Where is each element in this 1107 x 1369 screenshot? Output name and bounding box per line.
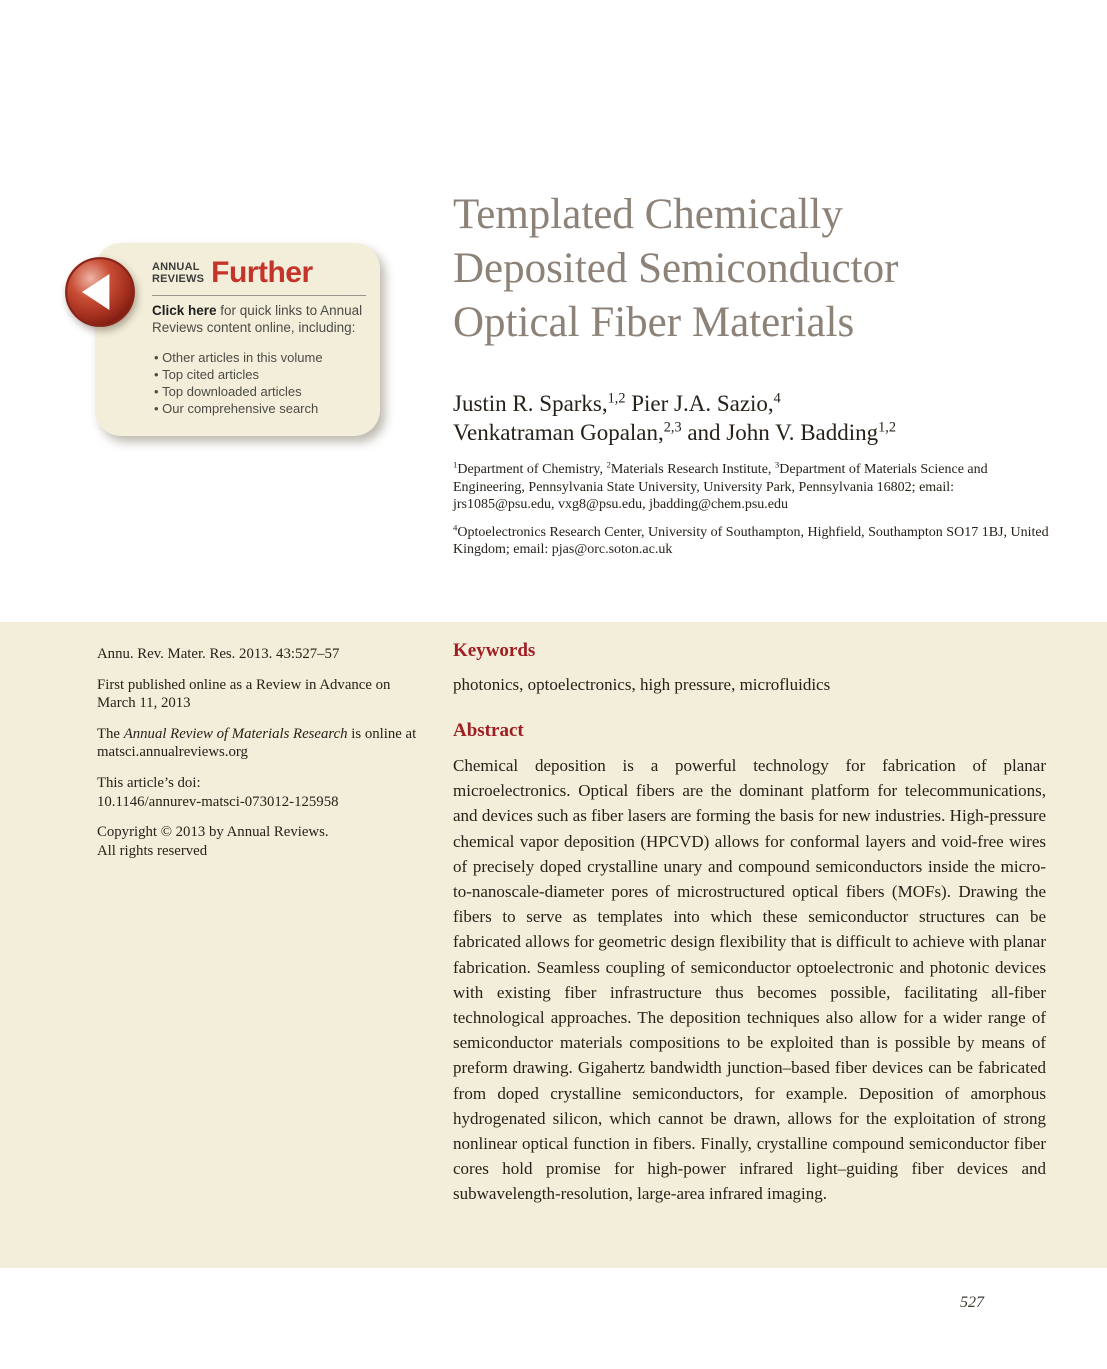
- author-line-1: [453, 389, 1063, 418]
- keywords-heading: Keywords: [453, 640, 536, 661]
- affiliation-text: Department of Materials Science and Engineering, Pennsylvania State University, University Park, Pennsylvania 16802; email: jrs1085@psu.edu, vxg8@psu.edu, jbadding@chem.psu.edu: [453, 462, 988, 513]
- badge-bullet-list: [154, 349, 366, 417]
- brand-annual: ANNUAL: [152, 261, 200, 273]
- author-name: Justin R. Sparks,: [453, 391, 608, 416]
- further-label: Further: [211, 256, 313, 289]
- list-item: • Top downloaded articles: [154, 383, 366, 400]
- annual-reviews-logo-icon: [64, 256, 136, 328]
- affiliation-superscript: 3: [774, 459, 780, 470]
- further-badge-content: [95, 243, 380, 417]
- citation-reference: [97, 645, 432, 664]
- list-item: • Other articles in this volume: [154, 349, 366, 366]
- first-published-note: [97, 676, 432, 713]
- author-affiliation-superscript: 1,2: [878, 419, 896, 436]
- affiliation-text: Department of Chemistry,: [457, 462, 607, 477]
- doi-label: This article’s doi:: [97, 774, 201, 791]
- article-title: [453, 188, 1063, 350]
- list-item: • Top cited articles: [154, 366, 366, 383]
- badge-intro-rest: for quick links to Annual Reviews content online, including:: [152, 303, 363, 335]
- copyright-line: Copyright © 2013 by Annual Reviews.: [97, 824, 329, 841]
- click-here-link[interactable]: Click here: [152, 303, 217, 318]
- badge-divider: [152, 295, 366, 296]
- author-affiliation-superscript: 1,2: [607, 390, 626, 407]
- affiliation-superscript: 1: [453, 459, 458, 470]
- abstract-heading: Abstract: [453, 720, 524, 741]
- affiliation-text: Materials Research Institute,: [610, 462, 775, 477]
- author-line-2: [453, 418, 1063, 447]
- list-item: • Our comprehensive search: [154, 400, 366, 417]
- affiliation-superscript: 4: [453, 522, 458, 533]
- online-note: [97, 725, 432, 762]
- doi-note: [97, 774, 432, 811]
- author-name: Pier J.A. Sazio,: [625, 391, 774, 416]
- copyright-note: [97, 823, 432, 860]
- author-affiliation-superscript: 4: [773, 390, 781, 407]
- author-name: Venkatraman Gopalan,: [453, 420, 664, 445]
- doi-value: 10.1146/annurev-matsci-073012-125958: [97, 793, 339, 810]
- abstract-text: Chemical deposition is a powerful technology for fabrication of planar microelectronics. Optical fibers are the dominant platform for telecommunications, and devices such as fiber lasers are forming the basis for new industries. High-pressure chemical vapor deposition (HPCVD) allows for conformal layers and void-free wires of precisely doped crystalline unary and compound semiconductors inside the micro-to-nanoscale-diameter pores of microstructured optical fibers (MOFs). Drawing the fibers to serve as templates into which these semiconductor structures can be fabricated allows for geometric design flexibility that is difficult to achieve with planar fabrication. Seamless coupling of semiconductor optoelectronic and photonic devices with existing fiber infrastructure thus becomes possible, facilitating all-fiber technological approaches. The deposition techniques also allow for a wider range of semiconductor materials compositions to be exploited than is possible by means of preform drawing. Gigahertz bandwidth junction–based fiber devices can be fabricated from doped crystalline semiconductors, for example. Deposition of amorphous hydrogenated silicon, which cannot be drawn, allows for the exploitation of strong nonlinear optical function in fibers. Finally, crystalline compound semiconductor fiber cores hold promise for high-power infrared light–guiding fiber devices and subwavelength-resolution, large-area infrared imaging.: [453, 756, 1046, 1204]
- keywords-text: photonics, optoelectronics, high pressure, microfluidics: [453, 675, 831, 694]
- affiliation-2: [453, 524, 1053, 559]
- citation-line: Annu. Rev. Mater. Res. 2013. 43:527–57: [97, 646, 340, 662]
- brand-annual-reviews: [152, 261, 204, 285]
- badge-intro: [152, 303, 366, 336]
- online-post: is online at: [347, 725, 417, 742]
- title-line: Templated Chemically: [453, 191, 843, 238]
- citation-line: First published online as a Review in Advance on: [97, 676, 391, 693]
- brand-row: [152, 256, 366, 290]
- title-line: Optical Fiber Materials: [453, 299, 855, 346]
- affiliation-superscript: 2: [606, 459, 611, 470]
- author-name: and John V. Badding: [681, 420, 879, 445]
- citation-line: March 11, 2013: [97, 695, 191, 712]
- journal-url: matsci.annualreviews.org: [97, 744, 248, 761]
- citation-line: [97, 725, 432, 744]
- further-badge: [95, 243, 380, 436]
- author-affiliation-superscript: 2,3: [663, 419, 682, 436]
- affiliations: [453, 461, 1053, 569]
- copyright-line: All rights reserved: [97, 842, 208, 859]
- page-number: 527: [960, 1294, 984, 1311]
- online-pre: The: [97, 725, 124, 742]
- journal-name: Annual Review of Materials Research: [123, 725, 348, 742]
- affiliation-text: Optoelectronics Research Center, University of Southampton, Highfield, Southampton SO17 1BJ, United Kingdom; email: pjas@orc.soton.ac.uk: [453, 524, 1049, 558]
- title-line: Deposited Semiconductor: [453, 245, 899, 292]
- citation-sidebar: [97, 645, 432, 872]
- affiliation-1: [453, 461, 1053, 514]
- brand-reviews: REVIEWS: [152, 273, 205, 285]
- author-list: [453, 389, 1063, 447]
- keywords-abstract-column: [453, 640, 1046, 1207]
